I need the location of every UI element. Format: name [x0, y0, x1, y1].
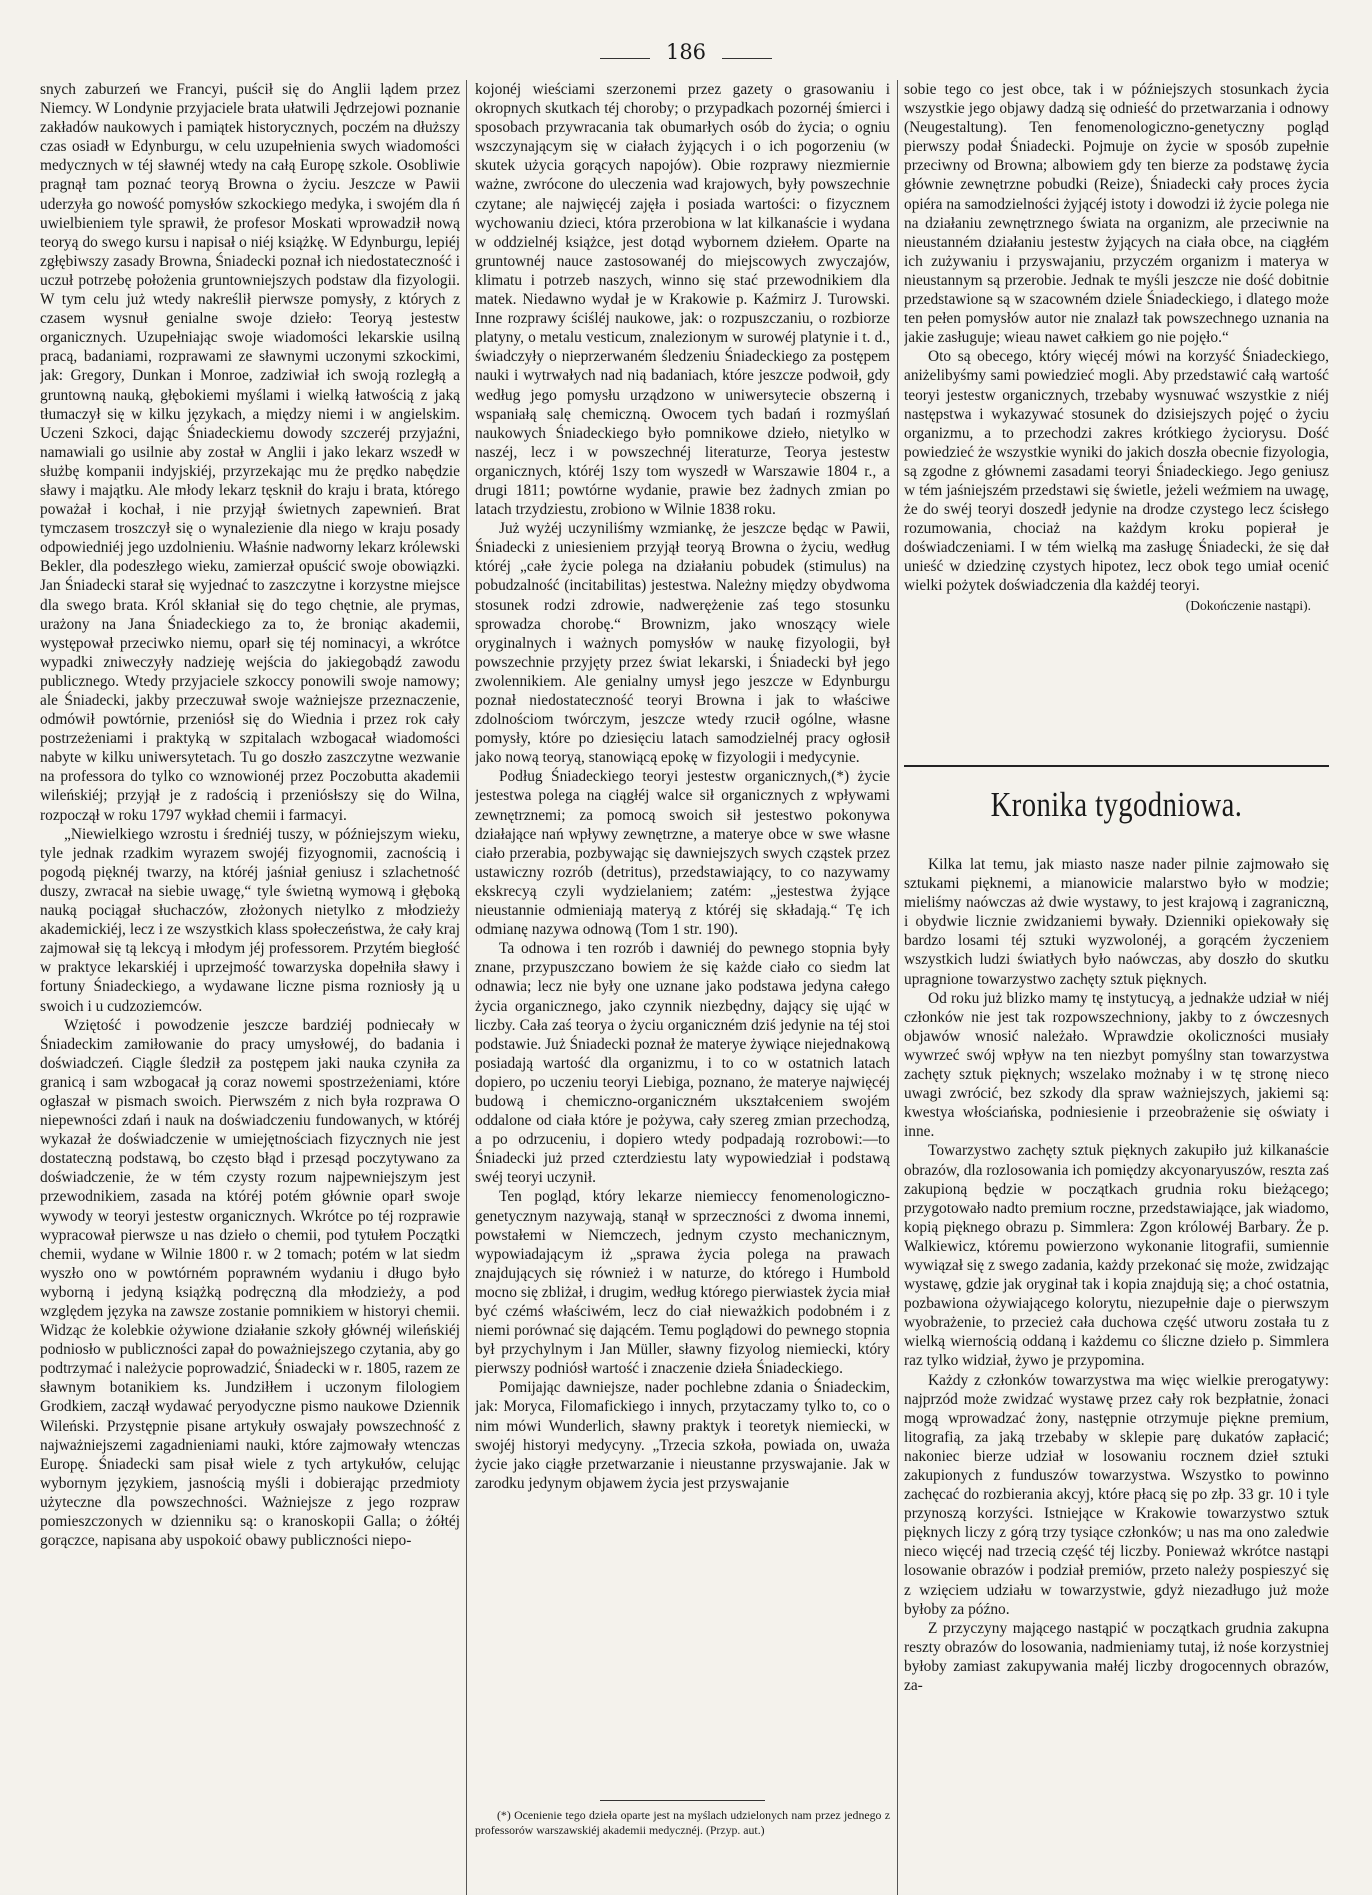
paragraph: Kilka lat temu, jak miasto nasze nader pilnie zajmowało się sztukami pięknemi, a mianowicie malarstwo było w modzie; mieliśmy naówczas aż dwie wystawy, to jest krajową i zagraniczną, i obydwie licznie zwidzaniemi bywały. Dzienniki opiekowały się bardzo losami téj sztuki wyzwolonéj, a gorącém życzeniem wszystkich ludzi światłych było naówczas, aby doszło do skutku upragnione towarzystwo zachęty sztuk pięknych. — [904, 856, 1329, 988]
column-3 — [904, 80, 1329, 760]
paragraph: snych zaburzeń we Francyi, puścił się do Anglii lądem przez Niemcy. W Londynie przyjaciele brata ułatwili Jędrzejowi poznanie zakładów naukowych i pamiątek historycznych, poczém na dłuższy czas osiadł w Edynburgu, w celu uzupełnienia swych wiadomości medycznych w téj sławnéj wtedy na całą Europę szkole. Osobliwie pragnął tam poznać teoryą Browna o życiu. Jeszcze w Pawii uderzyła go nowość pomysłów szkockiego medyka, i swojém dla ń uwielbieniem tyle sprawił, że profesor Moskati wprowadził nową teoryą do swego kursu i napisał o niéj książkę. W Edynburgu, lepiéj zgłębiwszy zasady Browna, Śniadecki poznał ich niedostateczność i uczuł potrzebę położenia gruntowniejszych podstaw dla fizyologii. W tym celu już wtedy nakreślił pierwsze pomysły, z których z czasem wysnuł genialne swoje dzieło: Teoryą jestestw organicznych. Uzupełniając swoje wiadomości lekarskie usilną pracą, badaniami, rozprawami ze sławnymi uczonymi szkockimi, jak: Gregory, Dunkan i Monroe, zadziwiał ich swoją rozległą a gruntowną nauką, głębokiemi myślami i wielką łatwością z jaką tłumaczył się w kilku językach, a między niemi i w angielskim. Uczeni Szkoci, dając Śniadeckiemu dowody szczeréj przyjaźni, namawiali go usilnie aby został w Anglii i jako lekarz wszedł w służbę kompanii indyjskiéj, przyrzekając mu że prędko nabędzie sławy i majątku. Ale młody lekarz tęsknił do kraju i brata, którego poważał i kochał, i nie przyjął świetnych zapewnień. Brat tymczasem troszczył się o wynalezienie dla niego w kraju posady odpowiedniéj jego uzdolnieniu. Właśnie nadworny lekarz królewski Bekler, dla podeszłego wieku, zamierzał opuścić swoje obowiązki. Jan Śniadecki starał się wyjednać to zaszczytne i korzystne miejsce dla swego brata. Król skłaniał się do tego chętnie, ale prymas, urażony na Jana Śniadeckiego za to, że broniąc akademii, występował przeciwko niemu, oparł się téj nominacyi, a wkrótce wypadki zniweczyły nadzieję wejścia do jakiegobądź zawodu publicznego. Wtedy przyjaciele szkoccy ponowili swoje namowy; ale Śniadecki, jakby przeczuwał swoje ważniejsze przeznaczenie, odmówił powtórnie, przeniósł się do Wiednia i przez rok cały postrzeżeniami i praktyką w szpitalach wzbogacał wiadomości nabyte w kilku uniwersytetach. Tu go doszło zaszczytne wezwanie na professora do tylko co wznowionéj przez Poczobutta akademii wileńskiéj; przyjął je z radością i przeniósłszy się do Wilna, rozpoczął w roku 1797 wykład chemii i farmacyi. — [40, 81, 460, 824]
section-heading: Kronika tygodniowa. — [990, 785, 1243, 824]
paragraph: Od roku już blizko mamy tę instytucyą, a jednakże udział w niéj członków nie jest tak rozpowszechniony, jakby to z ówczesnych objawów wnosić należało. Wprawdzie okoliczności musiały wywrzeć swój wpływ na ten niezbyt pomyślny stan towarzystwa zachęty sztuk pięknych; wszelako możnaby i w tę stronę nieco uwagi zwrócić, bez szkody dla spraw ważniejszych, jakiemi są: kwestya włościańska, podniesienie i przeobrażenie się oświaty i inne. — [904, 989, 1329, 1141]
paragraph: Podług Śniadeckiego teoryi jestestw organicznych,(*) życie jestestwa polega na ciągłéj walce sił organicznych z wpływami zewnętrznemi; za pomocą swoich sił jestestwo pokonywa działające nań wpływy zewnętrzne, a materye obce w swe własne ciało przerabia, pozbywając się dawniejszych swych cząstek przez ustawiczny rozrób (detritus), przedstawiający, to co nazywamy ekskrecyą czyli wydzielaniem; zatém: „jestestwa żyjące nieustannie odmieniają materyą z któréj się składają.“ Tę ich odmianę nazywa odnową (Tom 1 str. 190). — [475, 768, 890, 939]
paragraph: Wziętość i powodzenie jeszcze bardziéj podniecały w Śniadeckim zamiłowanie do pracy umysłowéj, do badania i doświadczeń. Ciągle śledził za postępem jaki nauka czyniła za granicą i sam wzbogacał ją coraz nowemi spostrzeżeniami, które ogłaszał w pismach swoich. Pierwszém z nich była rozprawa O niepewności zdań i nauk na doświadczeniu fundowanych, w któréj wykazał że doświadczenie w umiejętnościach fizycznych nie jest dostateczną podstawą, bo często błąd i przesąd poczytywano za doświadczenie, że w tém czysty rozum najpewniejszym jest przewodnikiem, zasada na któréj potém głównie oparł swoje wywody w teoryi jestestw organicznych. Wkrótce po téj rozprawie wypracował pierwsze u nas dzieło o chemii, pod tytułem Początki chemii, wydane w Wilnie 1800 r. w 2 tomach; potém w lat siedm wyszło ono w powtórném poprawném wydaniu i długo było wyborną i jedyną książką podręczną dla młodzieży, a pod względem języka na zawsze zostanie pomnikiem w historyi chemii. Widząc że kolebkie ożywione działanie szkoły głównéj wileńskiéj podniosło w publiczności zapał do poważniejszego czytania, aby go podtrzymać i należycie poprowadzić, Śniadecki w r. 1805, razem ze sławnym botanikiem ks. Jundziłłem i uczonym filologiem Grodkiem, zaczął wydawać peryodyczne pismo naukowe Dziennik Wileński. Przystępnie pisane artykuły oswajały powszechność z najważniejszemi zagadnieniami nauki, które zajmowały wtenczas Europę. Śniadecki sam pisał wiele z tych artykułów, celując wybornym językiem, jasnością myśli i dobierając przedmioty użyteczne dla powszechności. Ważniejsze z jego rozpraw pomieszczonych w dzienniku są: o kranoskopii Galla; o żółtéj gorączce, napisana aby uspokoić obawy publiczności niepo- — [40, 1016, 460, 1550]
column-divider-2 — [897, 80, 898, 1895]
section-divider — [904, 765, 1329, 767]
paragraph: kojonéj wieściami szerzonemi przez gazety o grasowaniu i okropnych skutkach téj choroby; o przypadkach pozornéj śmierci i sposobach przywracania tak obumarłych osób do życia; o ogniu wszczynającym się w ciałach żyjących i o ich pogorzeniu (w skutek użycia gorących napojów). Obie rozprawy niezmiernie ważne, zwrócone do uleczenia wad krajowych, były powszechnie czytane; ale najwięcéj zajęła i posiada wartości: o fizycznem wychowaniu dzieci, która przerobiona w lat kilkanaście i wydana w oddzielnéj książce, jest dotąd wybornem dziełem. Oparte na gruntownéj nauce zastosowanéj do miejscowych zwyczajów, klimatu i potrzeb naszych, winno się stać przewodnikiem dla matek. Niedawno wydał je w Krakowie p. Kaźmirz J. Turowski. Inne rozprawy ściśléj naukowe, jak: o rozpuszczaniu, o rozbiorze platyny, o metalu vesticum, znalezionym w surowéj platynie i t. d., świadczyły o nieprzerwaném śledzeniu Śniadeckiego za postępem nauki i wytrwałych nad nią badaniach, które jeszcze podwoił, gdy według jego pomysłu urządzono w uniwersytecie obszerną i wspaniałą salę chemiczną. Owocem tych badań i rozmyślań naukowych Śniadeckiego było pomnikowe dzieło, nietylko w naszéj, lecz i w powszechnéj literaturze, Teorya jestestw organicznych, któréj 1szy tom wyszedł w Warszawie 1804 r., a drugi 1811; powtórne wydanie, prawie bez żadnych zmian po latach trzydziestu, zrobiono w Wilnie 1838 roku. — [475, 81, 890, 519]
paragraph: sobie tego co jest obce, tak i w późniejszych stosunkach życia wszystkie jego objawy dadzą się odnieść do przetwarzania i odnowy (Neugestaltung). Ten fenomenologiczno-genetyczny pogląd pierwszy podał Śniadecki. Pojmuje on życie w sposób zupełnie przeciwny od Browna; albowiem gdy ten bierze za podstawę życia głównie zewnętrzne pobudki (Reize), Śniadecki cały proces życia opiéra na samodzielności żyjącéj istoty i dowodzi iż życie polega nie na działaniu zewnętrznego świata na organizm, ale przeciwnie na nieustanném działaniu jestestw żyjących na ciała obce, na ciągłém ich zużywaniu i przyswajaniu, przyczém organizm i materya w nieustannym są przerobie. Jednak te myśli jeszcze nie dość dobitnie przedstawione są w szacowném dziele Śniadeckiego, i dlatego może ten pełen pomysłów autor nie znalazł tak powszechnego uznania na jakie zasługuje; wieau nawet całkiem go nie pojęło.“ — [904, 81, 1329, 347]
footnote — [475, 1808, 890, 1837]
page-number: 186 — [665, 40, 707, 64]
column-1 — [40, 80, 460, 1890]
header-rule-left — [600, 58, 650, 59]
column-2 — [475, 80, 890, 1800]
continuation-note: (Dokończenie nastąpi). — [1185, 597, 1311, 613]
paragraph: Ta odnowa i ten rozrób i dawniéj do pewnego stopnia były znane, przypuszczano bowiem że się każde ciało co siedm lat odnawia; lecz nie były one uznane jako podstawa jedyna całego życia organicznego, jako czynnik niezbędny, dający się ująć w liczby. Cała zaś teorya o życiu organiczném dziś jedynie na téj stoi podstawie. Już Śniadecki poznał że materye żywiące niejednakową posiadają wartość dla organizmu, i to co w ostatnich latach dopiero, po uczeniu teoryi Liebiga, poznano, że materye najwięcéj budową i chemiczno-organiczném ukształceniem swojém oddalone od ciała które je pożywa, cały szereg zmian przechodzą, a po odrzuceniu, i dopiero wtedy podpadają rozrobowi:—to Śniadecki już przed czterdziestu laty wypowiedział i podstawą swéj teoryi uczynił. — [475, 940, 890, 1187]
paragraph: „Niewielkiego wzrostu i średniéj tuszy, w późniejszym wieku, tyle jednak rzadkim wyrazem swojéj fizyognomii, zacnością i pogodą pięknéj twarzy, na któréj jaśniał geniusz i szlachetność duszy, zwracał na siebie uwagę,“ tyle świetną wymową i głęboką nauką pociągał słuchaczów, złożonych nietylko z młodzieży akademickiéj, lecz i ze wszystkich klass społeczeństwa, że cały kraj zajmował się tą lekcyą i młodym jéj professorem. Przytém biegłość w praktyce lekarskiéj i uprzejmość towarzyska dopełniła sławy i fortuny Śniadeckiego, a wydawane liczne pisma rozniosły ją u swoich i u cudzoziemców. — [40, 825, 460, 1015]
page-header — [0, 18, 1372, 64]
paragraph: Z przyczyny mającego nastąpić w początkach grudnia zakupna reszty obrazów do losowania, nadmieniamy tutaj, iż nośe korzystniej byłoby zamiast zakupywania małéj liczby drogocennych obrazów, za- — [904, 1619, 1329, 1695]
column-divider-1 — [466, 80, 467, 1895]
paragraph: Pomijając dawniejsze, nader pochlebne zdania o Śniadeckim, jak: Moryca, Filomafickiego i innych, przytaczamy tylko to, co o nim mówi Wunderlich, sławny praktyk i teoretyk niemiecki, w swojéj historyi medycyny. „Trzecia szkoła, powiada on, uważa życie jako ciągłe przetwarzanie i nieustanne przyswajanie. Jak w zarodku jedynym objawem życia jest przyswajanie — [475, 1379, 890, 1492]
paragraph: Już wyżéj uczyniliśmy wzmiankę, że jeszcze będąc w Pawii, Śniadecki z uniesieniem przyjął teoryą Browna o życiu, według któréj „całe życie polega na działaniu pobudek (stimulus) na pobudzalność (incitabilitas) jestestwa. Należny między obydwoma stosunek rodzi zdrowie, nadwerężenie zaś tego stosunku sprowadza chorobę.“ Brownizm, jako wnoszący wiele oryginalnych i ważnych pomysłów w naukę fizyologii, był powszechnie przyjęty przez świat lekarski, i Śniadecki był jego zwolennikiem. Ale genialny umysł jego jeszcze w Edynburgu poznał niedostateczność teoryi Browna i jak to właściwe zdolnościom twórczym, jeszcze wtedy rzucił ogólne, własne pomysły, które po dziesięciu latach samodzielnéj pracy ogłosił jako nową teoryą, stanowiącą epokę w fizyologii i medycynie. — [475, 520, 890, 767]
paragraph: Towarzystwo zachęty sztuk pięknych zakupiło już kilkanaście obrazów, dla rozlosowania ich pomiędzy akcyonaryuszów, reszta zaś zakupioną będzie w początkach grudnia roku bieżącego; przygotowało nadto premium roczne, przedstawiające, jak wiadomo, kopią pięknego obrazu p. Simmlera: Zgon królowéj Barbary. Że p. Walkiewicz, któremu powierzono wykonanie litografii, sumiennie wywiązał się z swego zadania, każdy przekonać się może, zwidzając wystawę, gdzie jak oryginał tak i kopia znajdują się; a choć ostatnia, pozbawiona ożywiającego kolorytu, niezupełnie daje o pierwszym wyobrażenie, to przecież cała duchowa część utworu została tu z wielką wiernością oddaną i każdemu co śliczne dzieło p. Simmlera raz tylko widział, żywo je przypomina. — [904, 1142, 1329, 1370]
paragraph: Każdy z członków towarzystwa ma więc wielkie prerogatywy: najprzód może zwidzać wystawę przez cały rok bezpłatnie, żonaci mogą wprowadzać żony, następnie otrzymuje piękne premium, litografią, za jaką trzebaby w sklepie parę dukatów zapłacić; nakoniec bierze udział w losowaniu rocznem dzieł sztuki zakupionych z funduszów towarzystwa. Wszystko to powinno zachęcać do rozbierania akcyj, które płacą się po złp. 33 gr. 10 i tyle przynoszą korzyści. Istniejące w Krakowie towarzystwo sztuk pięknych liczy z górą trzy tysiące członków; u nas ma ono zaledwie nieco więcéj nad trzecią część téj liczby. Ponieważ wkrótce nastąpi losowanie obrazów i podział premiów, przeto należy pospieszyć się z wzięciem udziału w towarzystwie, gdyż niezadługo już może byłoby za późno. — [904, 1371, 1329, 1618]
footnote-text: (*) Ocenienie tego dzieła oparte jest na myślach udzielonych nam przez jednego z professorów warszawskiéj akademii medycznéj. (Przyp. aut.) — [475, 1808, 890, 1837]
header-rule-right — [722, 58, 772, 59]
footnote-rule — [600, 1800, 765, 1801]
column-3-kronika — [904, 855, 1329, 1890]
paragraph: Ten pogląd, który lekarze niemieccy fenomenologiczno-genetycznym nazywają, stanął w sprzeczności z dwoma innemi, powstałemi w Niemczech, jednym czysto mechanicznym, wypowiadającym iż „sprawa życia polega na prawach znajdujących się również i w naturze, do którego i Humbold mocno się zbliżał, i drugim, według którego pierwiastek życia miał być czémś właściwém, lecz do ciał nieważkich podobném i z niemi porównać się dającém. Temu poglądowi do pewnego stopnia był przychylnym i Jan Müller, sławny fizyolog niemiecki, który pierwszy podniósł wartość i znaczenie dzieła Śniadeckiego. — [475, 1188, 890, 1378]
paragraph: Oto są obecego, który więcéj mówi na korzyść Śniadeckiego, aniżelibyśmy sami powiedzieć mogli. Aby przedstawić całą wartość teoryi jestestw organicznych, trzebaby wysnuwać wszystkie z niéj następstwa i wykazywać stosunek do dzisiejszych pojęć o życiu organizmu, a to przechodzi zakres krótkiego życiorysu. Dość powiedzieć że wszystkie wyniki do jakich doszła obecnie fizyologia, są zgodne z głównemi zasadami teoryi Śniadeckiego. Jego geniusz w tém jaśniejszém przedstawi się świetle, jeżeli weźmiem na uwagę, że do swéj teoryi doszedł jedynie na drodze czystego lecz ścisłego rozumowania, chociaż na każdym kroku popierał je doświadczeniami. I w tém wielką ma zasługę Śniadecki, że się dał unieść w dziedzinę czystych hipotez, lecz obok tego umiał ocenić wielki pożytek doświadczenia dla każdéj teoryi. — [904, 348, 1329, 595]
